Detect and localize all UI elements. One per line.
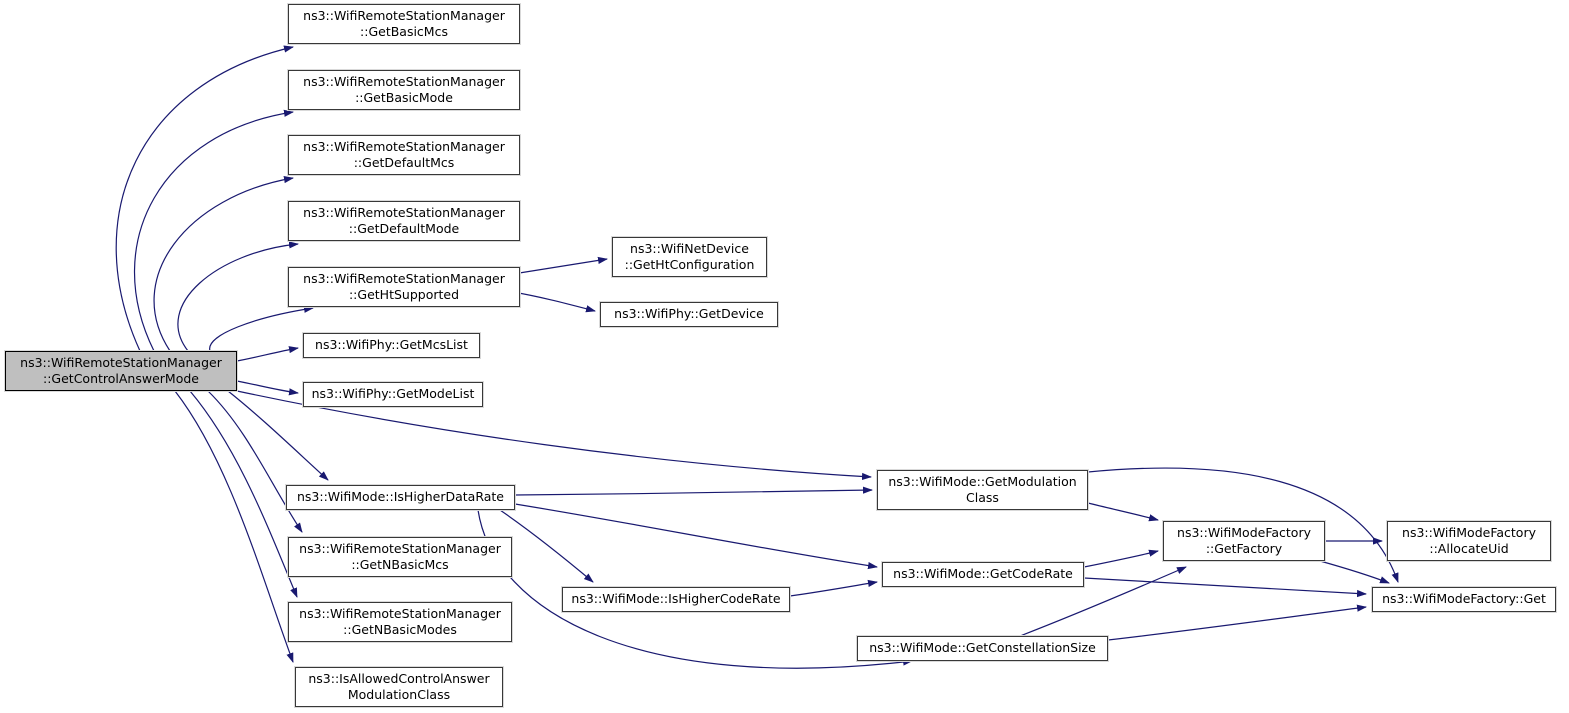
node-label-line: ns3::WifiRemoteStationManager <box>303 138 505 154</box>
edge-get-control-answer-mode-to-get-mode-list <box>237 381 298 393</box>
node-label-line: ns3::WifiMode::GetConstellationSize <box>869 640 1096 656</box>
node-label-line: ns3::WifiRemoteStationManager <box>303 270 505 286</box>
node-label-line: ns3::WifiRemoteStationManager <box>20 354 222 370</box>
node-get-modulation-class[interactable] <box>877 470 1088 510</box>
node-label-line: ns3::WifiModeFactory <box>1177 524 1311 540</box>
node-label-line: Class <box>966 490 999 505</box>
edge-get-ht-supported-to-get-device <box>513 292 595 311</box>
edge-get-control-answer-mode-to-get-default-mcs <box>154 178 293 351</box>
edge-is-higher-data-rate-to-get-code-rate <box>515 504 877 567</box>
node-label-line: ::GetHtSupported <box>348 287 460 302</box>
node-label-line: ::GetNBasicMcs <box>351 557 449 572</box>
node-label-line: ::GetNBasicModes <box>343 622 457 637</box>
node-label-line: ::GetControlAnswerMode <box>43 371 199 386</box>
node-label-line: ModulationClass <box>347 687 451 702</box>
node-label-line: ::GetHtConfiguration <box>624 257 755 272</box>
node-get-default-mcs[interactable] <box>288 135 520 175</box>
node-get-mcs-list[interactable] <box>303 333 480 358</box>
node-label-line: ns3::WifiMode::GetModulation <box>888 473 1077 489</box>
node-label-line: ns3::WifiPhy::GetModeList <box>311 386 475 402</box>
node-label-line: ns3::IsAllowedControlAnswer <box>308 670 490 686</box>
node-label-line: ns3::WifiModeFactory::Get <box>1382 591 1546 607</box>
node-label-line: ::GetBasicMcs <box>360 24 448 39</box>
node-factory-get[interactable] <box>1372 587 1556 612</box>
node-get-basic-mcs[interactable] <box>288 4 520 44</box>
node-label-line: ::AllocateUid <box>1429 541 1509 556</box>
edge-get-modulation-class-to-get-factory <box>1088 503 1158 520</box>
edge-get-control-answer-mode-to-get-basic-mode <box>135 112 293 351</box>
node-label-line: ns3::WifiRemoteStationManager <box>299 605 501 621</box>
node-get-constellation-size[interactable] <box>857 636 1108 661</box>
edge-get-factory-to-factory-get <box>1320 561 1389 583</box>
node-is-higher-code-rate[interactable] <box>562 587 790 612</box>
node-is-higher-data-rate[interactable] <box>286 485 515 510</box>
node-get-factory[interactable] <box>1163 521 1325 561</box>
node-get-n-basic-mcs[interactable] <box>288 537 512 577</box>
node-label-line: ns3::WifiMode::IsHigherCodeRate <box>571 591 781 607</box>
node-label-line: ns3::WifiNetDevice <box>630 240 749 256</box>
edge-get-control-answer-mode-to-get-ht-supported <box>210 308 313 351</box>
node-label-line: ns3::WifiMode::GetCodeRate <box>893 566 1073 582</box>
edge-is-higher-data-rate-to-get-modulation-class <box>515 490 872 495</box>
node-get-basic-mode[interactable] <box>288 70 520 110</box>
edge-get-ht-supported-to-get-ht-configuration <box>513 259 607 274</box>
edge-get-code-rate-to-get-factory <box>1084 551 1158 567</box>
node-label-line: ns3::WifiPhy::GetMcsList <box>315 337 468 353</box>
node-label-line: ::GetDefaultMcs <box>353 155 455 170</box>
edge-get-control-answer-mode-to-get-n-basic-modes <box>190 391 297 597</box>
node-label-line: ns3::WifiRemoteStationManager <box>303 73 505 89</box>
node-get-code-rate[interactable] <box>882 562 1084 587</box>
node-label-line: ::GetBasicMode <box>355 90 453 105</box>
node-label-line: ns3::WifiMode::IsHigherDataRate <box>297 489 504 505</box>
node-label-line: ns3::WifiRemoteStationManager <box>303 204 505 220</box>
node-get-ht-configuration[interactable] <box>612 237 767 277</box>
node-label-line: ::GetFactory <box>1205 541 1283 556</box>
node-get-ht-supported[interactable] <box>288 267 520 307</box>
node-label-line: ::GetDefaultMode <box>348 221 460 236</box>
node-get-default-mode[interactable] <box>288 201 520 241</box>
node-label-line: ns3::WifiPhy::GetDevice <box>614 306 764 322</box>
edge-get-control-answer-mode-to-get-mcs-list <box>237 348 298 361</box>
edge-get-code-rate-to-factory-get <box>1084 578 1366 594</box>
node-get-device[interactable] <box>600 302 778 327</box>
node-get-mode-list[interactable] <box>303 382 483 407</box>
node-label-line: ns3::WifiRemoteStationManager <box>303 7 505 23</box>
node-get-control-answer-mode[interactable] <box>5 351 237 391</box>
node-label-line: ns3::WifiModeFactory <box>1402 524 1536 540</box>
edge-is-higher-data-rate-to-is-higher-code-rate <box>500 510 593 582</box>
edge-get-constellation-size-to-factory-get <box>1108 607 1366 640</box>
node-is-allowed-control-answer-modulation-class[interactable] <box>295 667 503 707</box>
edge-get-control-answer-mode-to-get-default-mode <box>178 244 298 351</box>
edge-get-control-answer-mode-to-get-basic-mcs <box>116 47 293 351</box>
node-get-n-basic-modes[interactable] <box>288 602 512 642</box>
edge-is-higher-code-rate-to-get-code-rate <box>790 582 877 596</box>
node-allocate-uid[interactable] <box>1387 521 1551 561</box>
node-label-line: ns3::WifiRemoteStationManager <box>299 540 501 556</box>
edge-get-control-answer-mode-to-get-n-basic-mcs <box>208 391 302 532</box>
